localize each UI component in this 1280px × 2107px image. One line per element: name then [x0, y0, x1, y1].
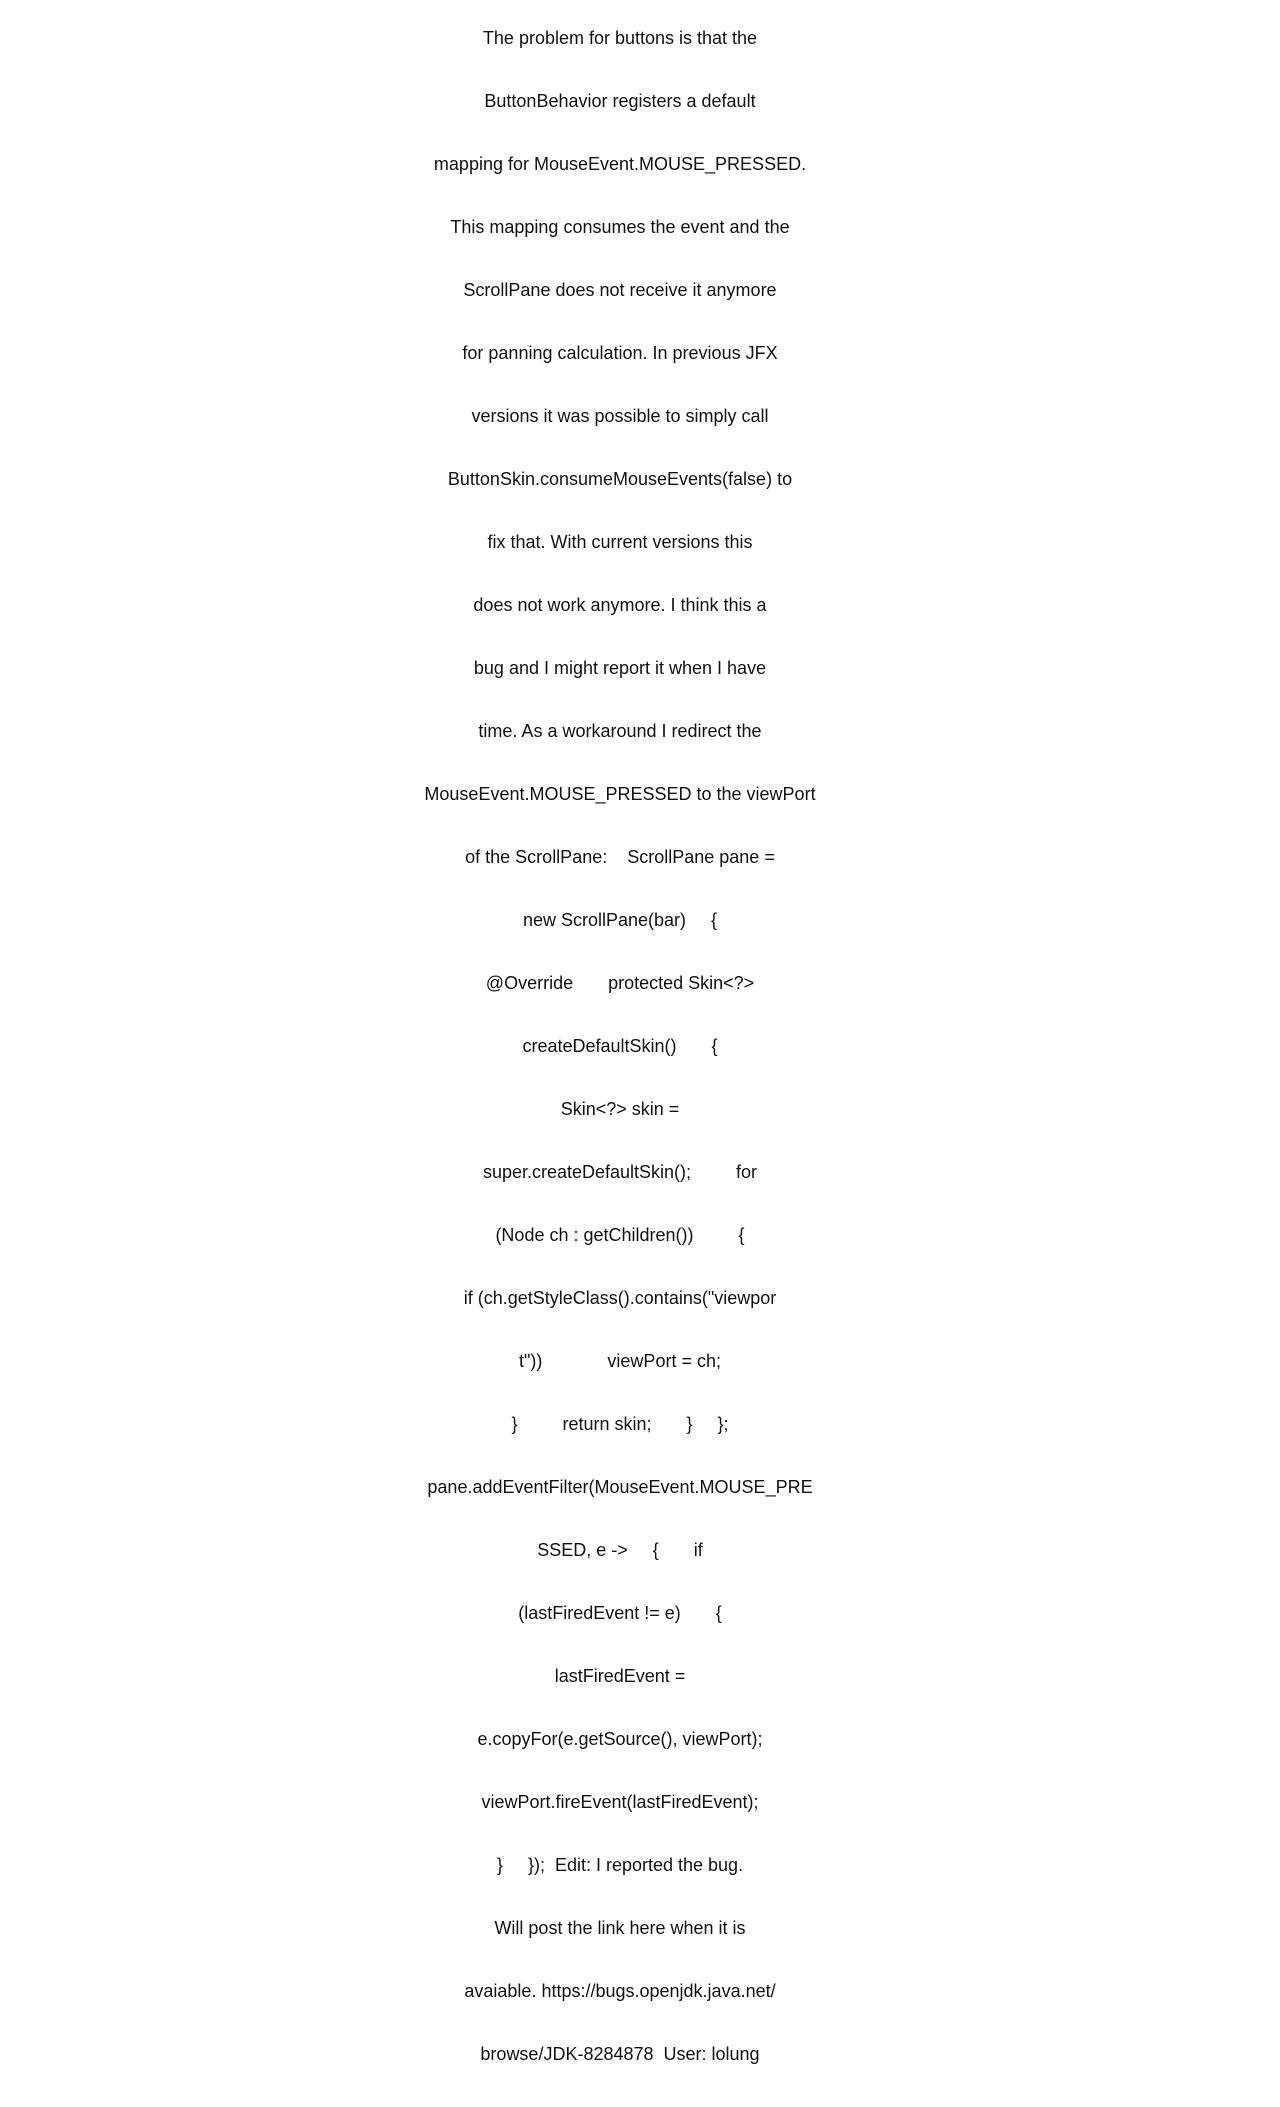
post-line: This mapping consumes the event and the [450, 217, 790, 237]
post-line: t")) viewPort = ch; [519, 1351, 721, 1371]
post-line: createDefaultSkin() { [522, 1036, 718, 1056]
post-line: of the ScrollPane: ScrollPane pane = [465, 847, 775, 867]
post-line: Will post the link here when it is [494, 1918, 746, 1938]
post-line: } return skin; } }; [511, 1414, 729, 1434]
post-line: if (ch.getStyleClass().contains("viewpor [463, 1288, 777, 1308]
post-line: new ScrollPane(bar) { [522, 910, 718, 930]
post-line: @Override protected Skin<?> [485, 973, 755, 993]
post-line: Skin<?> skin = [560, 1099, 680, 1119]
post-line: } }); Edit: I reported the bug. [496, 1855, 744, 1875]
post-line: lastFiredEvent = [554, 1666, 686, 1686]
post-line: does not work anymore. I think this a [473, 595, 767, 615]
post-line: ButtonSkin.consumeMouseEvents(false) to [447, 469, 793, 489]
post-line: viewPort.fireEvent(lastFiredEvent); [481, 1792, 759, 1812]
post-line: super.createDefaultSkin(); for [482, 1162, 758, 1182]
post-line: ScrollPane does not receive it anymore [463, 280, 777, 300]
post-line: ButtonBehavior registers a default [484, 91, 756, 111]
post-line: browse/JDK-8284878 User: lolung [480, 2044, 760, 2064]
post-line: SSED, e -> { if [537, 1540, 703, 1560]
post-line: avaiable. https://bugs.openjdk.java.net/ [464, 1981, 776, 2001]
post-line: e.copyFor(e.getSource(), viewPort); [477, 1729, 763, 1749]
post-line: bug and I might report it when I have [473, 658, 767, 678]
post-line: time. As a workaround I redirect the [478, 721, 762, 741]
post-line: versions it was possible to simply call [471, 406, 769, 426]
post-line: mapping for MouseEvent.MOUSE_PRESSED. [433, 154, 807, 174]
post-line: MouseEvent.MOUSE_PRESSED to the viewPort [424, 784, 816, 804]
post-line: fix that. With current versions this [487, 532, 753, 552]
post-line: for panning calculation. In previous JFX [462, 343, 778, 363]
post-line: (Node ch : getChildren()) { [495, 1225, 745, 1245]
post-line: (lastFiredEvent != e) { [518, 1603, 722, 1623]
post-line: The problem for buttons is that the [482, 28, 758, 48]
post-line: pane.addEventFilter(MouseEvent.MOUSE_PRE [427, 1477, 813, 1497]
post-body [420, 0, 820, 2107]
